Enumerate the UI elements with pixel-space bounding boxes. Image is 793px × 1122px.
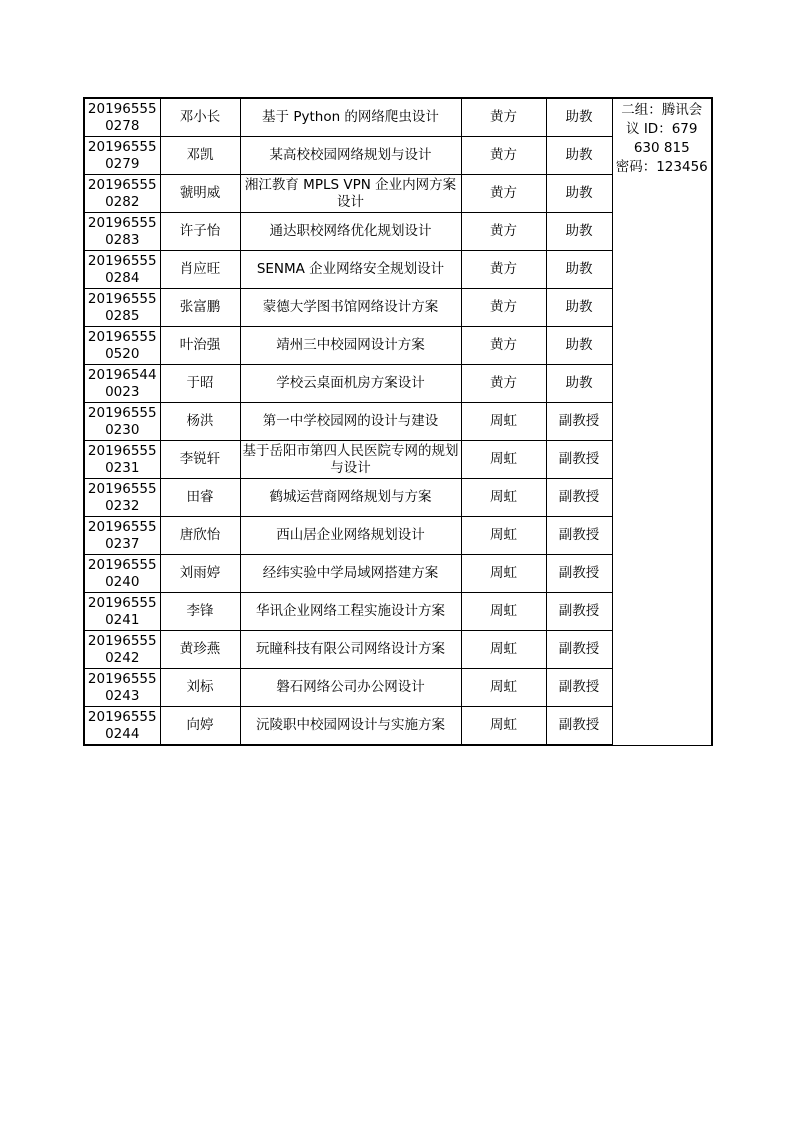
student-name-cell: 于昭 — [160, 365, 240, 403]
student-id-cell — [84, 593, 160, 631]
thesis-topic-cell: 某高校校园网络规划与设计 — [240, 137, 461, 175]
advisor-title-cell: 助教 — [546, 327, 612, 365]
student-id-cell — [84, 555, 160, 593]
student-id-part-2: 0284 — [105, 269, 140, 286]
student-id-cell — [84, 365, 160, 403]
advisor-title-cell: 副教授 — [546, 441, 612, 479]
advisor-title-cell: 助教 — [546, 365, 612, 403]
advisor-name-cell: 黄方 — [461, 365, 546, 403]
advisor-title-cell: 副教授 — [546, 669, 612, 707]
table-row — [84, 98, 712, 137]
advisor-name-cell: 黄方 — [461, 175, 546, 213]
thesis-topic-cell: 玩瞳科技有限公司网络设计方案 — [240, 631, 461, 669]
student-name-cell: 邓凯 — [160, 137, 240, 175]
student-id-part-1: 20196544 — [87, 366, 157, 383]
advisor-title-cell: 助教 — [546, 289, 612, 327]
student-name-cell: 叶治强 — [160, 327, 240, 365]
advisor-title-cell: 副教授 — [546, 517, 612, 555]
student-id-cell — [84, 441, 160, 479]
student-name-cell: 刘标 — [160, 669, 240, 707]
student-id-part-1: 20196555 — [87, 404, 157, 421]
student-id-part-2: 0243 — [105, 687, 140, 704]
advisor-name-cell: 周虹 — [461, 441, 546, 479]
student-name-cell: 杨洪 — [160, 403, 240, 441]
advisor-title-cell: 副教授 — [546, 707, 612, 746]
student-id-part-1: 20196555 — [87, 328, 157, 345]
advisor-name-cell: 周虹 — [461, 593, 546, 631]
advisor-name-cell: 周虹 — [461, 479, 546, 517]
advisor-name-cell: 周虹 — [461, 631, 546, 669]
student-name-cell: 向婷 — [160, 707, 240, 746]
student-id-cell — [84, 327, 160, 365]
advisor-title-cell: 助教 — [546, 175, 612, 213]
student-name-cell: 唐欣怡 — [160, 517, 240, 555]
student-id-part-1: 20196555 — [87, 632, 157, 649]
student-id-part-2: 0230 — [105, 421, 140, 438]
roster-body — [84, 98, 712, 745]
advisor-name-cell: 周虹 — [461, 669, 546, 707]
student-id-part-2: 0241 — [105, 611, 140, 628]
student-id-part-2: 0520 — [105, 345, 140, 362]
student-name-cell: 李锐轩 — [160, 441, 240, 479]
meeting-info-line: 二组：腾讯会 — [621, 102, 703, 118]
thesis-topic-cell: 磐石网络公司办公网设计 — [240, 669, 461, 707]
thesis-topic-cell: 基于岳阳市第四人民医院专网的规划与设计 — [240, 441, 461, 479]
student-id-part-1: 20196555 — [87, 176, 157, 193]
student-id-part-1: 20196555 — [87, 100, 157, 117]
student-name-cell: 邓小长 — [160, 98, 240, 137]
student-id-cell — [84, 631, 160, 669]
student-name-cell: 肖应旺 — [160, 251, 240, 289]
advisor-title-cell: 副教授 — [546, 631, 612, 669]
student-id-cell — [84, 251, 160, 289]
thesis-topic-cell: 通达职校网络优化规划设计 — [240, 213, 461, 251]
thesis-defense-roster-table — [83, 97, 713, 746]
thesis-topic-cell: 湘江教育 MPLS VPN 企业内网方案设计 — [240, 175, 461, 213]
advisor-title-cell: 助教 — [546, 251, 612, 289]
student-name-cell: 李锋 — [160, 593, 240, 631]
student-id-cell — [84, 707, 160, 746]
student-id-part-2: 0240 — [105, 573, 140, 590]
student-id-part-2: 0285 — [105, 307, 140, 324]
student-id-cell — [84, 403, 160, 441]
thesis-topic-cell: 西山居企业网络规划设计 — [240, 517, 461, 555]
thesis-topic-cell: 基于 Python 的网络爬虫设计 — [240, 98, 461, 137]
student-id-part-2: 0237 — [105, 535, 140, 552]
thesis-topic-cell: 华讯企业网络工程实施设计方案 — [240, 593, 461, 631]
advisor-title-cell: 副教授 — [546, 593, 612, 631]
meeting-info-line: 议 ID：679 — [626, 121, 698, 137]
student-name-cell: 张富鹏 — [160, 289, 240, 327]
thesis-topic-cell: 沅陵职中校园网设计与实施方案 — [240, 707, 461, 746]
student-id-cell — [84, 669, 160, 707]
advisor-title-cell: 副教授 — [546, 479, 612, 517]
student-id-part-2: 0244 — [105, 725, 140, 742]
student-id-part-1: 20196555 — [87, 480, 157, 497]
thesis-topic-cell: 靖州三中校园网设计方案 — [240, 327, 461, 365]
student-id-part-1: 20196555 — [87, 290, 157, 307]
student-id-cell — [84, 289, 160, 327]
advisor-name-cell: 周虹 — [461, 517, 546, 555]
student-id-cell — [84, 98, 160, 137]
advisor-name-cell: 黄方 — [461, 289, 546, 327]
student-id-cell — [84, 479, 160, 517]
student-id-part-1: 20196555 — [87, 556, 157, 573]
advisor-title-cell: 副教授 — [546, 555, 612, 593]
thesis-topic-cell: 鹤城运营商网络规划与方案 — [240, 479, 461, 517]
student-id-part-1: 20196555 — [87, 670, 157, 687]
student-id-cell — [84, 517, 160, 555]
advisor-name-cell: 周虹 — [461, 707, 546, 746]
student-id-part-1: 20196555 — [87, 518, 157, 535]
meeting-info-cell — [612, 98, 712, 745]
advisor-name-cell: 黄方 — [461, 137, 546, 175]
student-id-part-1: 20196555 — [87, 138, 157, 155]
student-id-part-2: 0232 — [105, 497, 140, 514]
thesis-topic-cell: 学校云桌面机房方案设计 — [240, 365, 461, 403]
advisor-title-cell: 助教 — [546, 213, 612, 251]
student-id-cell — [84, 213, 160, 251]
advisor-title-cell: 助教 — [546, 98, 612, 137]
student-id-part-2: 0278 — [105, 117, 140, 134]
student-name-cell: 刘雨婷 — [160, 555, 240, 593]
student-id-part-1: 20196555 — [87, 442, 157, 459]
thesis-topic-cell: 蒙德大学图书馆网络设计方案 — [240, 289, 461, 327]
student-id-part-2: 0023 — [105, 383, 140, 400]
student-id-part-2: 0231 — [105, 459, 140, 476]
advisor-name-cell: 周虹 — [461, 555, 546, 593]
student-id-part-2: 0283 — [105, 231, 140, 248]
meeting-info-line: 630 815 — [633, 140, 690, 156]
advisor-name-cell: 黄方 — [461, 98, 546, 137]
student-id-part-2: 0279 — [105, 155, 140, 172]
thesis-topic-cell: SENMA 企业网络安全规划设计 — [240, 251, 461, 289]
thesis-topic-cell: 第一中学校园网的设计与建设 — [240, 403, 461, 441]
student-id-part-2: 0242 — [105, 649, 140, 666]
student-id-part-1: 20196555 — [87, 708, 157, 725]
advisor-name-cell: 周虹 — [461, 403, 546, 441]
student-name-cell: 虢明威 — [160, 175, 240, 213]
meeting-info-line: 密码：123456 — [615, 159, 708, 175]
student-name-cell: 黄珍燕 — [160, 631, 240, 669]
student-id-part-1: 20196555 — [87, 594, 157, 611]
student-name-cell: 许子怡 — [160, 213, 240, 251]
advisor-title-cell: 副教授 — [546, 403, 612, 441]
student-id-part-2: 0282 — [105, 193, 140, 210]
thesis-topic-cell: 经纬实验中学局域网搭建方案 — [240, 555, 461, 593]
student-id-part-1: 20196555 — [87, 214, 157, 231]
student-id-cell — [84, 175, 160, 213]
advisor-name-cell: 黄方 — [461, 213, 546, 251]
student-name-cell: 田睿 — [160, 479, 240, 517]
student-id-cell — [84, 137, 160, 175]
advisor-name-cell: 黄方 — [461, 327, 546, 365]
advisor-name-cell: 黄方 — [461, 251, 546, 289]
student-id-part-1: 20196555 — [87, 252, 157, 269]
advisor-title-cell: 助教 — [546, 137, 612, 175]
